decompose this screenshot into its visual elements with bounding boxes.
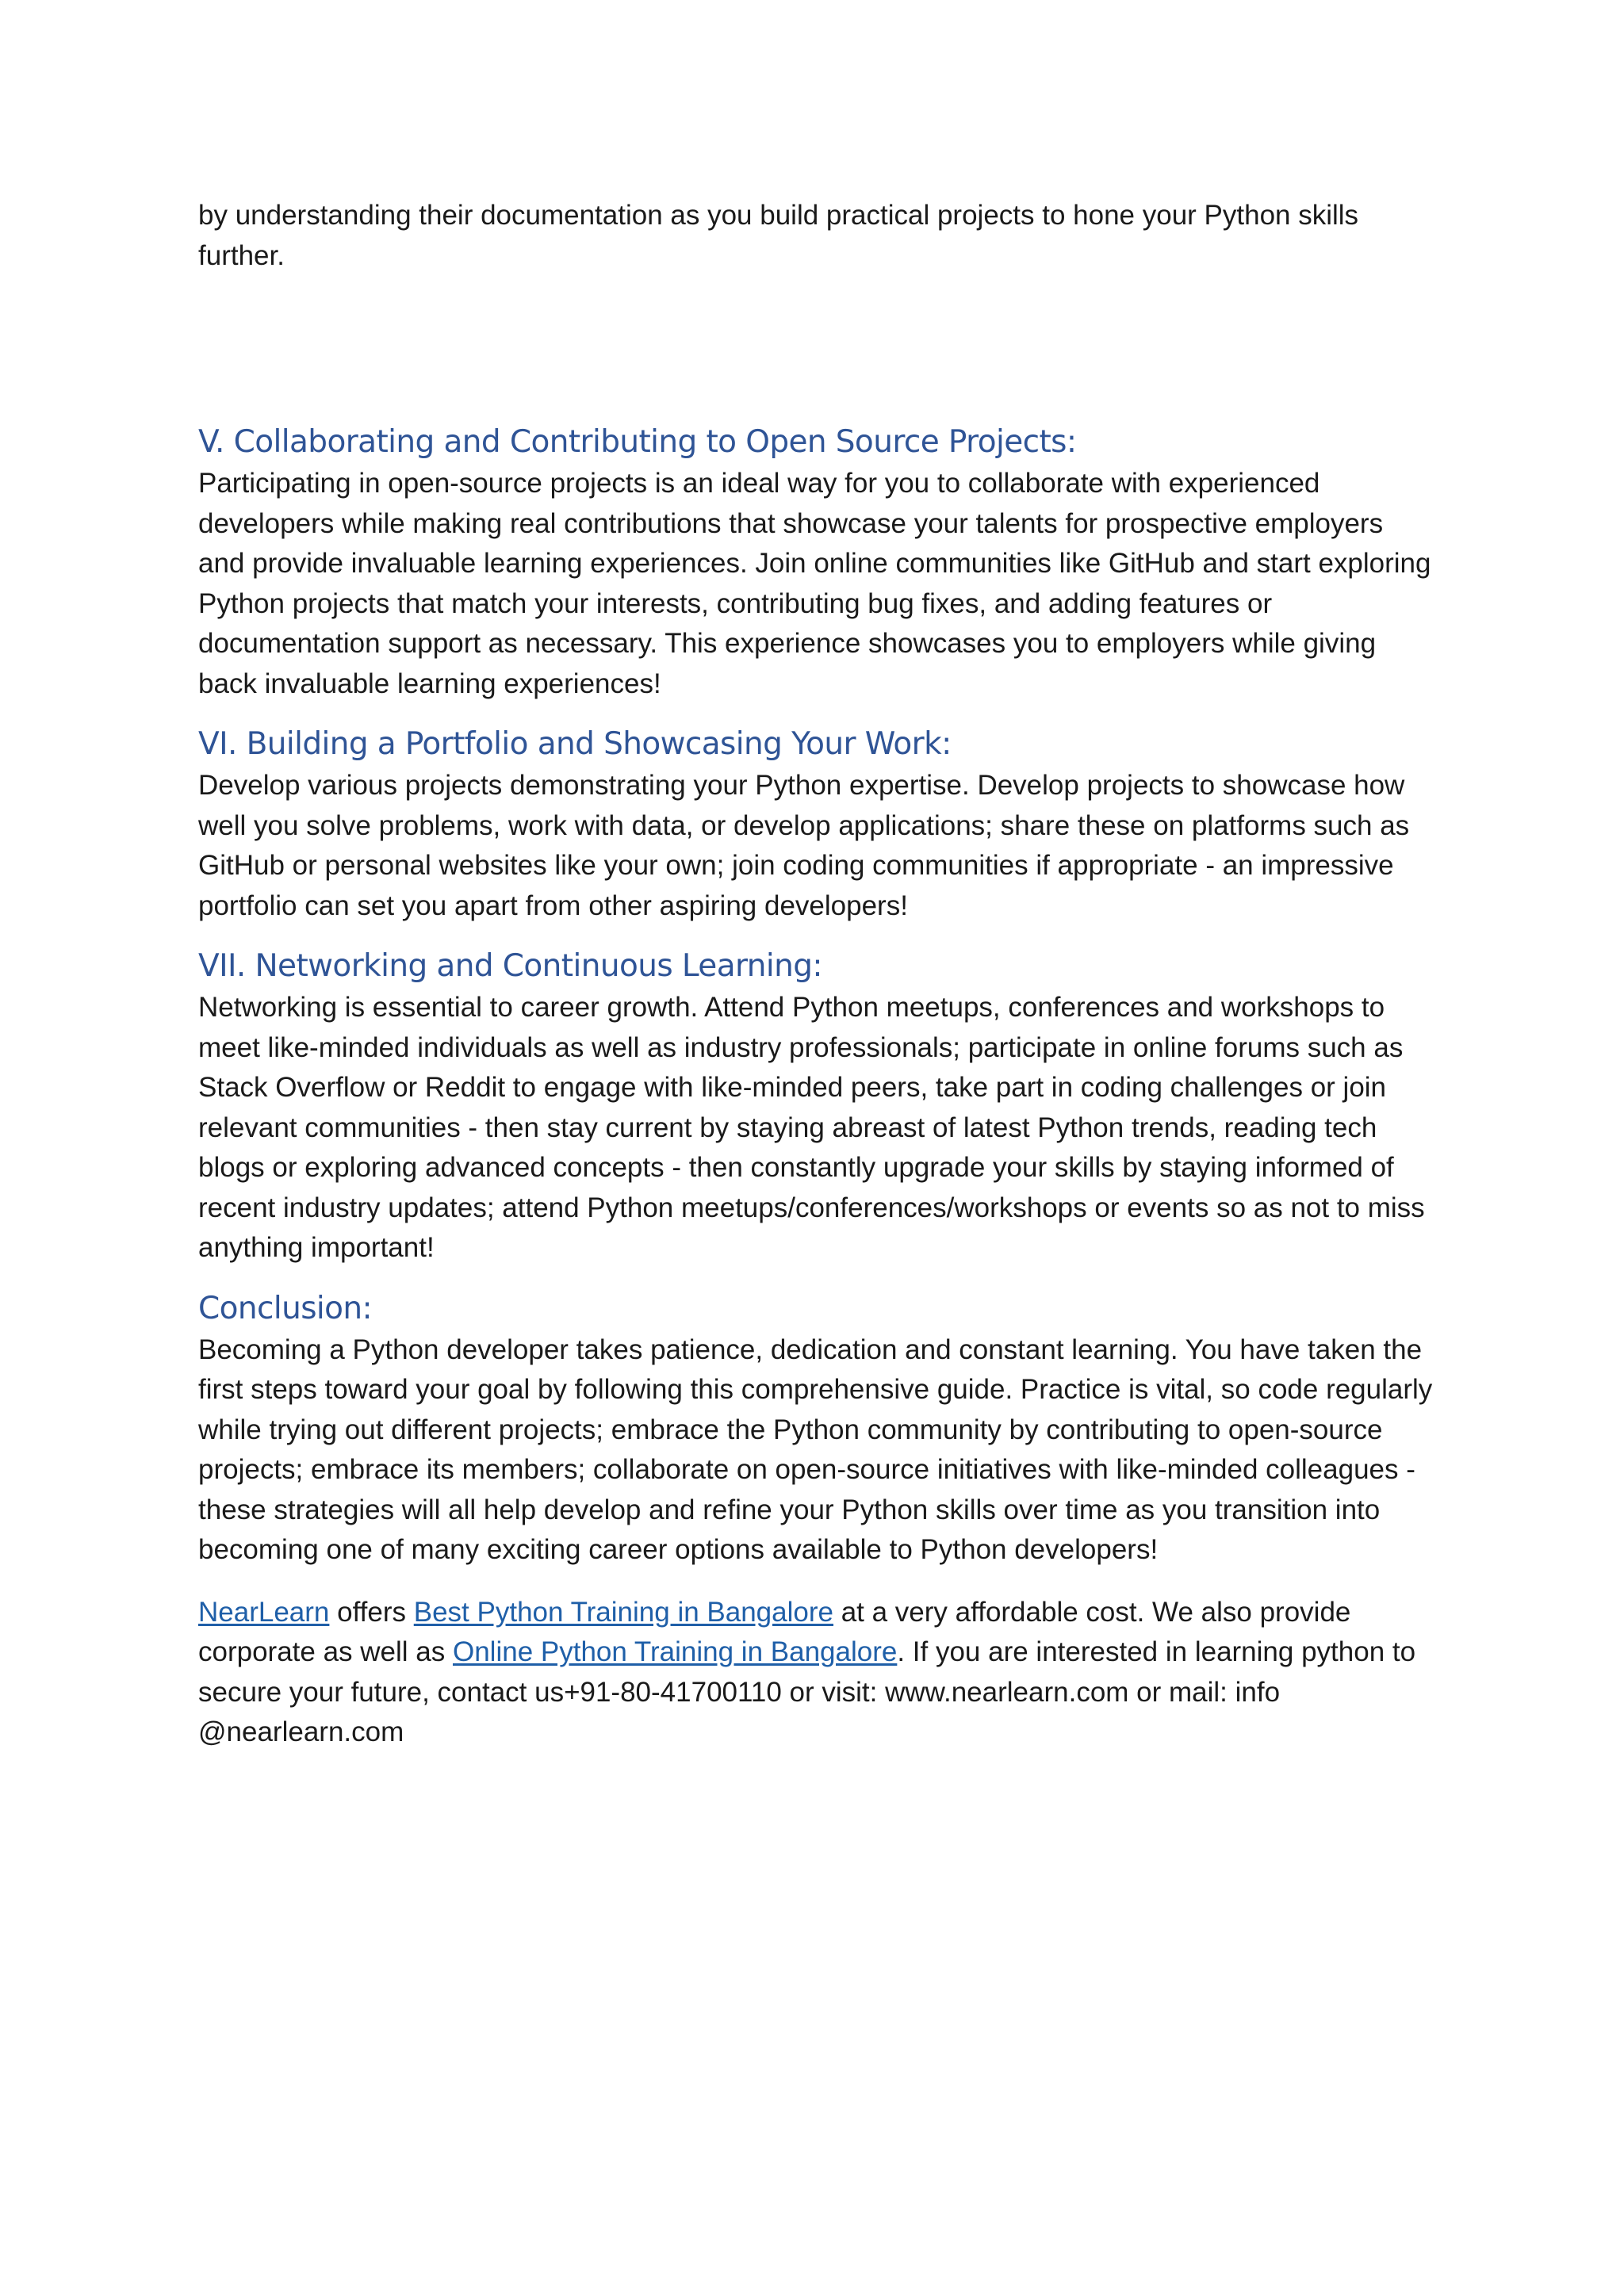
promo-text-1: offers: [329, 1596, 414, 1628]
section-body-open-source: Participating in open-source projects is an ideal way for you to collaborate with experienced developers while making real contributions that showcase your talents for prospective employers and provide invaluable learning experiences. Join online communities like GitHub and start exploring Python projects that match your interests, contributing bug fixes, and adding features or documentation support as necessary. This experience showcases you to employers while giving back invaluable learning experiences!: [198, 468, 1431, 699]
page-content: [198, 196, 1435, 1753]
best-python-training-link[interactable]: Best Python Training in Bangalore: [413, 1596, 833, 1628]
spacer: [198, 704, 1435, 723]
spacer: [198, 1571, 1435, 1593]
section-heading-portfolio: VI. Building a Portfolio and Showcasing Your Work:: [198, 726, 952, 762]
nearlearn-link[interactable]: NearLearn: [198, 1596, 330, 1628]
section-body-portfolio: Develop various projects demonstrating your Python expertise. Develop projects to showcase how well you solve problems, work with data, or develop applications; share these on platforms such as GitHub or personal websites like your own; join coding communities if appropriate - an impressive portfolio can set you apart from other aspiring developers!: [198, 770, 1410, 921]
spacer: [198, 276, 1435, 421]
online-python-training-link[interactable]: Online Python Training in Bangalore: [452, 1636, 898, 1667]
promo-text-3: . If you are interested in learning python to secure your future, contact us+91-80-41700110 or visit: www.nearlearn.com or mail: info @nearlearn.com: [198, 1636, 1416, 1747]
section-heading-open-source: V. Collaborating and Contributing to Open Source Projects:: [198, 424, 1077, 460]
spacer: [198, 1269, 1435, 1288]
section-heading-networking: VII. Networking and Continuous Learning:: [198, 948, 822, 984]
intro-paragraph: by understanding their documentation as you build practical projects to hone your Python skills further.: [198, 200, 1359, 271]
spacer: [198, 926, 1435, 945]
promo-text-2: at a very affordable cost. We also provide corporate as well as: [198, 1596, 1351, 1667]
section-body-networking: Networking is essential to career growth. Attend Python meetups, conferences and workshops to meet like-minded individuals as well as industry professionals; participate in online forums such as Stack Overflow or Reddit to engage with like-minded peers, take part in coding challenges or join relevant communities - then stay current by staying abreast of latest Python trends, reading tech blogs or exploring advanced concepts - then constantly upgrade your skills by staying informed of recent industry updates; attend Python meetups/conferences/workshops or events so as not to miss anything important!: [198, 992, 1425, 1263]
promo-paragraph: [198, 1593, 1435, 1753]
section-heading-conclusion: Conclusion:: [198, 1290, 373, 1326]
section-body-conclusion: Becoming a Python developer takes patience, dedication and constant learning. You have taken the first steps toward your goal by following this comprehensive guide. Practice is vital, so code regularly while trying out different projects; embrace the Python community by contributing to open-source projects; embrace its members; collaborate on open-source initiatives with like-minded colleagues - these strategies will all help develop and refine your Python skills over time as you transition into becoming one of many exciting career options available to Python developers!: [198, 1334, 1433, 1565]
